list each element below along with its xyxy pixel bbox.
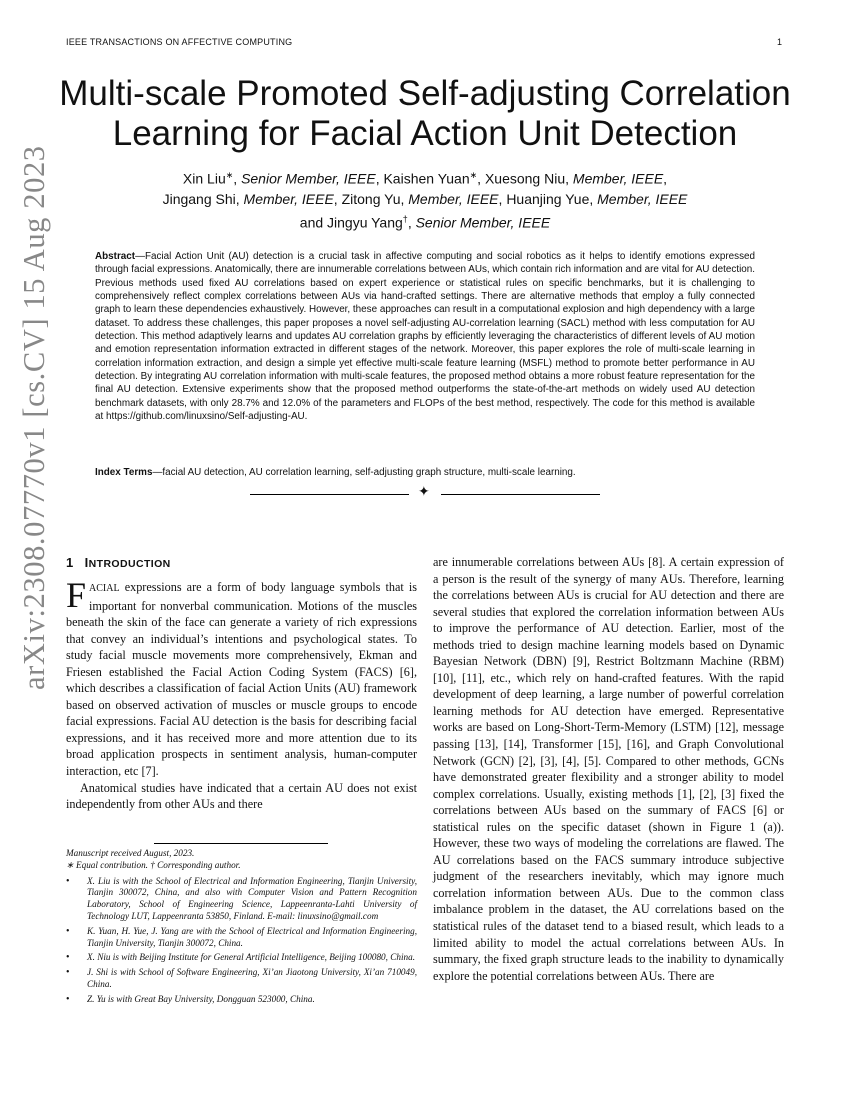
bullet-icon: • bbox=[66, 993, 70, 1005]
footnote-received: Manuscript received August, 2023. bbox=[66, 848, 195, 858]
affiliation-text: J. Shi is with School of Software Engineering, Xi’an Jiaotong University, Xi’an 710049, China. bbox=[87, 967, 417, 989]
paper-title bbox=[40, 74, 810, 154]
author-line-3: and Jingyu Yang†, Senior Member, IEEE bbox=[299, 213, 551, 231]
equal-contrib-mark: ∗ bbox=[469, 170, 478, 180]
affiliation-item bbox=[66, 926, 417, 950]
affiliation-list bbox=[66, 876, 417, 1006]
section-heading bbox=[66, 554, 417, 573]
abstract bbox=[95, 250, 755, 423]
author-name: Zitong Yu bbox=[341, 190, 401, 207]
first-word-smallcaps: ACIAL bbox=[89, 583, 120, 594]
author-role: Member, IEEE bbox=[243, 190, 334, 207]
bullet-icon: • bbox=[66, 952, 70, 964]
index-terms-label: Index Terms bbox=[95, 467, 153, 478]
affiliation-item bbox=[66, 876, 417, 923]
title-line-2: Learning for Facial Action Unit Detection bbox=[112, 114, 738, 153]
footnote-rule bbox=[154, 843, 328, 844]
author-name: Huanjing Yue bbox=[506, 190, 590, 207]
paragraph-intro bbox=[66, 575, 417, 780]
abstract-label: Abstract bbox=[95, 251, 136, 262]
section-title-initial: I bbox=[84, 555, 89, 570]
title-line-1: Multi-scale Promoted Self-adjusting Correlation bbox=[59, 74, 791, 113]
drop-cap: F bbox=[66, 575, 87, 615]
left-column bbox=[66, 554, 417, 813]
affiliation-text: X. Niu is with Beijing Institute for General Artificial Intelligence, Beijing 100080, China. bbox=[87, 952, 415, 963]
right-column bbox=[433, 554, 784, 984]
affiliation-text: X. Liu is with the School of Electrical and Information Engineering, Tianjin University, Tianjin 300072, China, and also with Computer Vision and Pattern Recognition Laboratory, School of Engineering Science, Lappeenranta-Lahti University of Technology LUT, Lappeenranta 53850, Finland. E-mail: linuxsino@gmail.com bbox=[87, 875, 417, 921]
paragraph-intro-text: expressions are a form of body language symbols that is important for nonverbal communication. Motions of the muscles beneath the skin of the face can generate a variety of rich expressions that convey an individual’s intentions and psychological states. To study facial muscle movements more comprehensively, Ekman and Friesen established the Facial Action Coding System (FACS) [6], which describes a classification of facial Action Units (AU) framework based on observed activation of muscles or muscle groups to encode facial expressions. Facial AU detection is the basis for describing facial expressions, and it has received more and more attention due to its broad application prospects in sentiment analysis, human-computer interaction, etc [7]. bbox=[66, 580, 417, 779]
author-role: Senior Member, IEEE bbox=[241, 170, 376, 187]
separator-left-rule bbox=[250, 494, 409, 495]
section-title-rest: NTRODUCTION bbox=[88, 558, 171, 570]
index-terms bbox=[95, 466, 755, 479]
affiliation-item bbox=[66, 952, 417, 964]
footnotes bbox=[66, 848, 417, 1009]
section-number: 1 bbox=[66, 555, 74, 570]
abstract-text: —Facial Action Unit (AU) detection is a crucial task in affective computing and social robotics as it helps to identify emotions expressed through facial expressions. Anatomically, there are innumerable correlations between AUs, which contain rich information and are vital for AU detection. Previous methods used fixed AU correlations based on expert experience or statistical rules on specific benchmarks, but it is challenging to comprehensively reflect complex correlations between AUs via hand-crafted settings. There are alternative methods that employ a fully connected graph to learn these dependencies exhaustively. However, these approaches can result in a computational explosion and high dependency with a large dataset. To address these challenges, this paper proposes a novel self-adjusting AU-correlation learning (SACL) method with less computation for AU detection. This method adaptively learns and updates AU correlation graphs by efficiently leveraging the characteristics of different levels of AU motion and emotion representation information extracted in different stages of the network. Moreover, this paper explores the role of multi-scale learning in correlation information extraction, and design a simple yet effective multi-scale feature learning (MSFL) method to promote better performance in AU detection. By integrating AU correlation information with multi-scale features, the proposed method obtains a more robust feature representation for the final AU detection. Extensive experiments show that the proposed method outperforms the state-of-the-art methods on widely used AU detection benchmark datasets, with only 28.7% and 12.0% of the parameters and FLOPs of the best method, respectively. The code for this method is available at https://github.com/linuxsino/Self-adjusting-AU. bbox=[95, 251, 755, 423]
author-list bbox=[60, 165, 790, 232]
author-role: Member, IEEE bbox=[572, 170, 664, 187]
author-conjunction: and bbox=[299, 214, 324, 231]
author-name: Jingang Shi bbox=[162, 190, 236, 207]
separator-right-rule bbox=[441, 494, 600, 495]
affiliation-text: Z. Yu is with Great Bay University, Dongguan 523000, China. bbox=[87, 993, 315, 1004]
corresponding-mark: † bbox=[402, 213, 408, 224]
bullet-icon: • bbox=[66, 875, 70, 887]
separator-diamond-icon: ✦ bbox=[418, 485, 430, 500]
author-role: Senior Member, IEEE bbox=[415, 214, 551, 231]
author-name: Xin Liu bbox=[182, 170, 226, 187]
bullet-icon: • bbox=[66, 925, 70, 937]
author-line-1: Xin Liu∗, Senior Member, IEEE, Kaishen Yuan∗, Xuesong Niu, Member, IEEE, bbox=[182, 170, 668, 187]
author-line-2: Jingang Shi, Member, IEEE, Zitong Yu, Member, IEEE, Huanjing Yue, Member, IEEE bbox=[162, 190, 688, 207]
author-name: Jingyu Yang bbox=[327, 214, 403, 231]
author-role: Member, IEEE bbox=[597, 190, 688, 207]
equal-contrib-mark: ∗ bbox=[225, 170, 234, 180]
arxiv-watermark-text: arXiv:2308.07770v1 [cs.CV] 15 Aug 2023 bbox=[17, 145, 51, 690]
affiliation-item bbox=[66, 994, 417, 1006]
affiliation-text: K. Yuan, H. Yue, J. Yang are with the School of Electrical and Information Engineering, Tianjin University, Tianjin 300072, China. bbox=[87, 925, 417, 948]
author-name: Kaishen Yuan bbox=[383, 170, 470, 187]
index-terms-text: —facial AU detection, AU correlation learning, self-adjusting graph structure, multi-scale learning. bbox=[152, 467, 576, 478]
author-role: Member, IEEE bbox=[408, 190, 499, 207]
page-number: 1 bbox=[776, 37, 782, 47]
affiliation-item bbox=[66, 967, 417, 991]
paragraph-correlations: are innumerable correlations between AUs [8]. A certain expression of a person is the result of the synergy of many AUs. Therefore, learning the correlations between AUs is crucial for AU detection and there are several studies that explored the correlation information between AUs to improve the performance of AU detection. Earlier, most of the methods tried to design machine learning models based on Dynamic Bayesian Network (DBN) [9], Restrict Boltzmann Machine (RBM) [10], [11], etc., which rely on hand-crafted features. With the rapid development of deep learning, a large number of powerful correlation learning methods for AU detection have emerged. Representative works are based on Long-Short-Term-Memory (LSTM) [12], message passing [13], [14], Transformer [15], [16], and Graph Convolutional Network (GCN) [2], [3], [4], [5]. Compared to other methods, GCNs have demonstrated greater flexibility and a stronger ability to model complex correlations. Usually, existing methods [1], [2], [3] fixed the correlations between AUs based on the summary of FACS [6] or statistical rules on the specific dataset (shown in Figure 1 (a)). However, these two ways of modeling the correlations are flawed. The AU correlations based on the FACS summary introduce subjective judgment of the researchers inevitably, which may ignore much correlation information between AUs. Due to the common class imbalance problem in the dataset, the AU correlations based on the statistical rules of the dataset tend to a biased result, which leads to a limited ability to model the actual correlations between AUs. In summary, the fixed graph structure leads to the inability to dynamically explore the potential correlations between AUs. There are bbox=[433, 555, 784, 983]
journal-header: IEEE TRANSACTIONS ON AFFECTIVE COMPUTING bbox=[66, 37, 293, 47]
footnote-equal-contribution: ∗ Equal contribution. † Corresponding author. bbox=[66, 859, 241, 870]
author-name: Xuesong Niu bbox=[484, 170, 566, 187]
paragraph-anatomical: Anatomical studies have indicated that a certain AU does not exist independently from other AUs and there bbox=[66, 780, 417, 812]
bullet-icon: • bbox=[66, 967, 70, 979]
